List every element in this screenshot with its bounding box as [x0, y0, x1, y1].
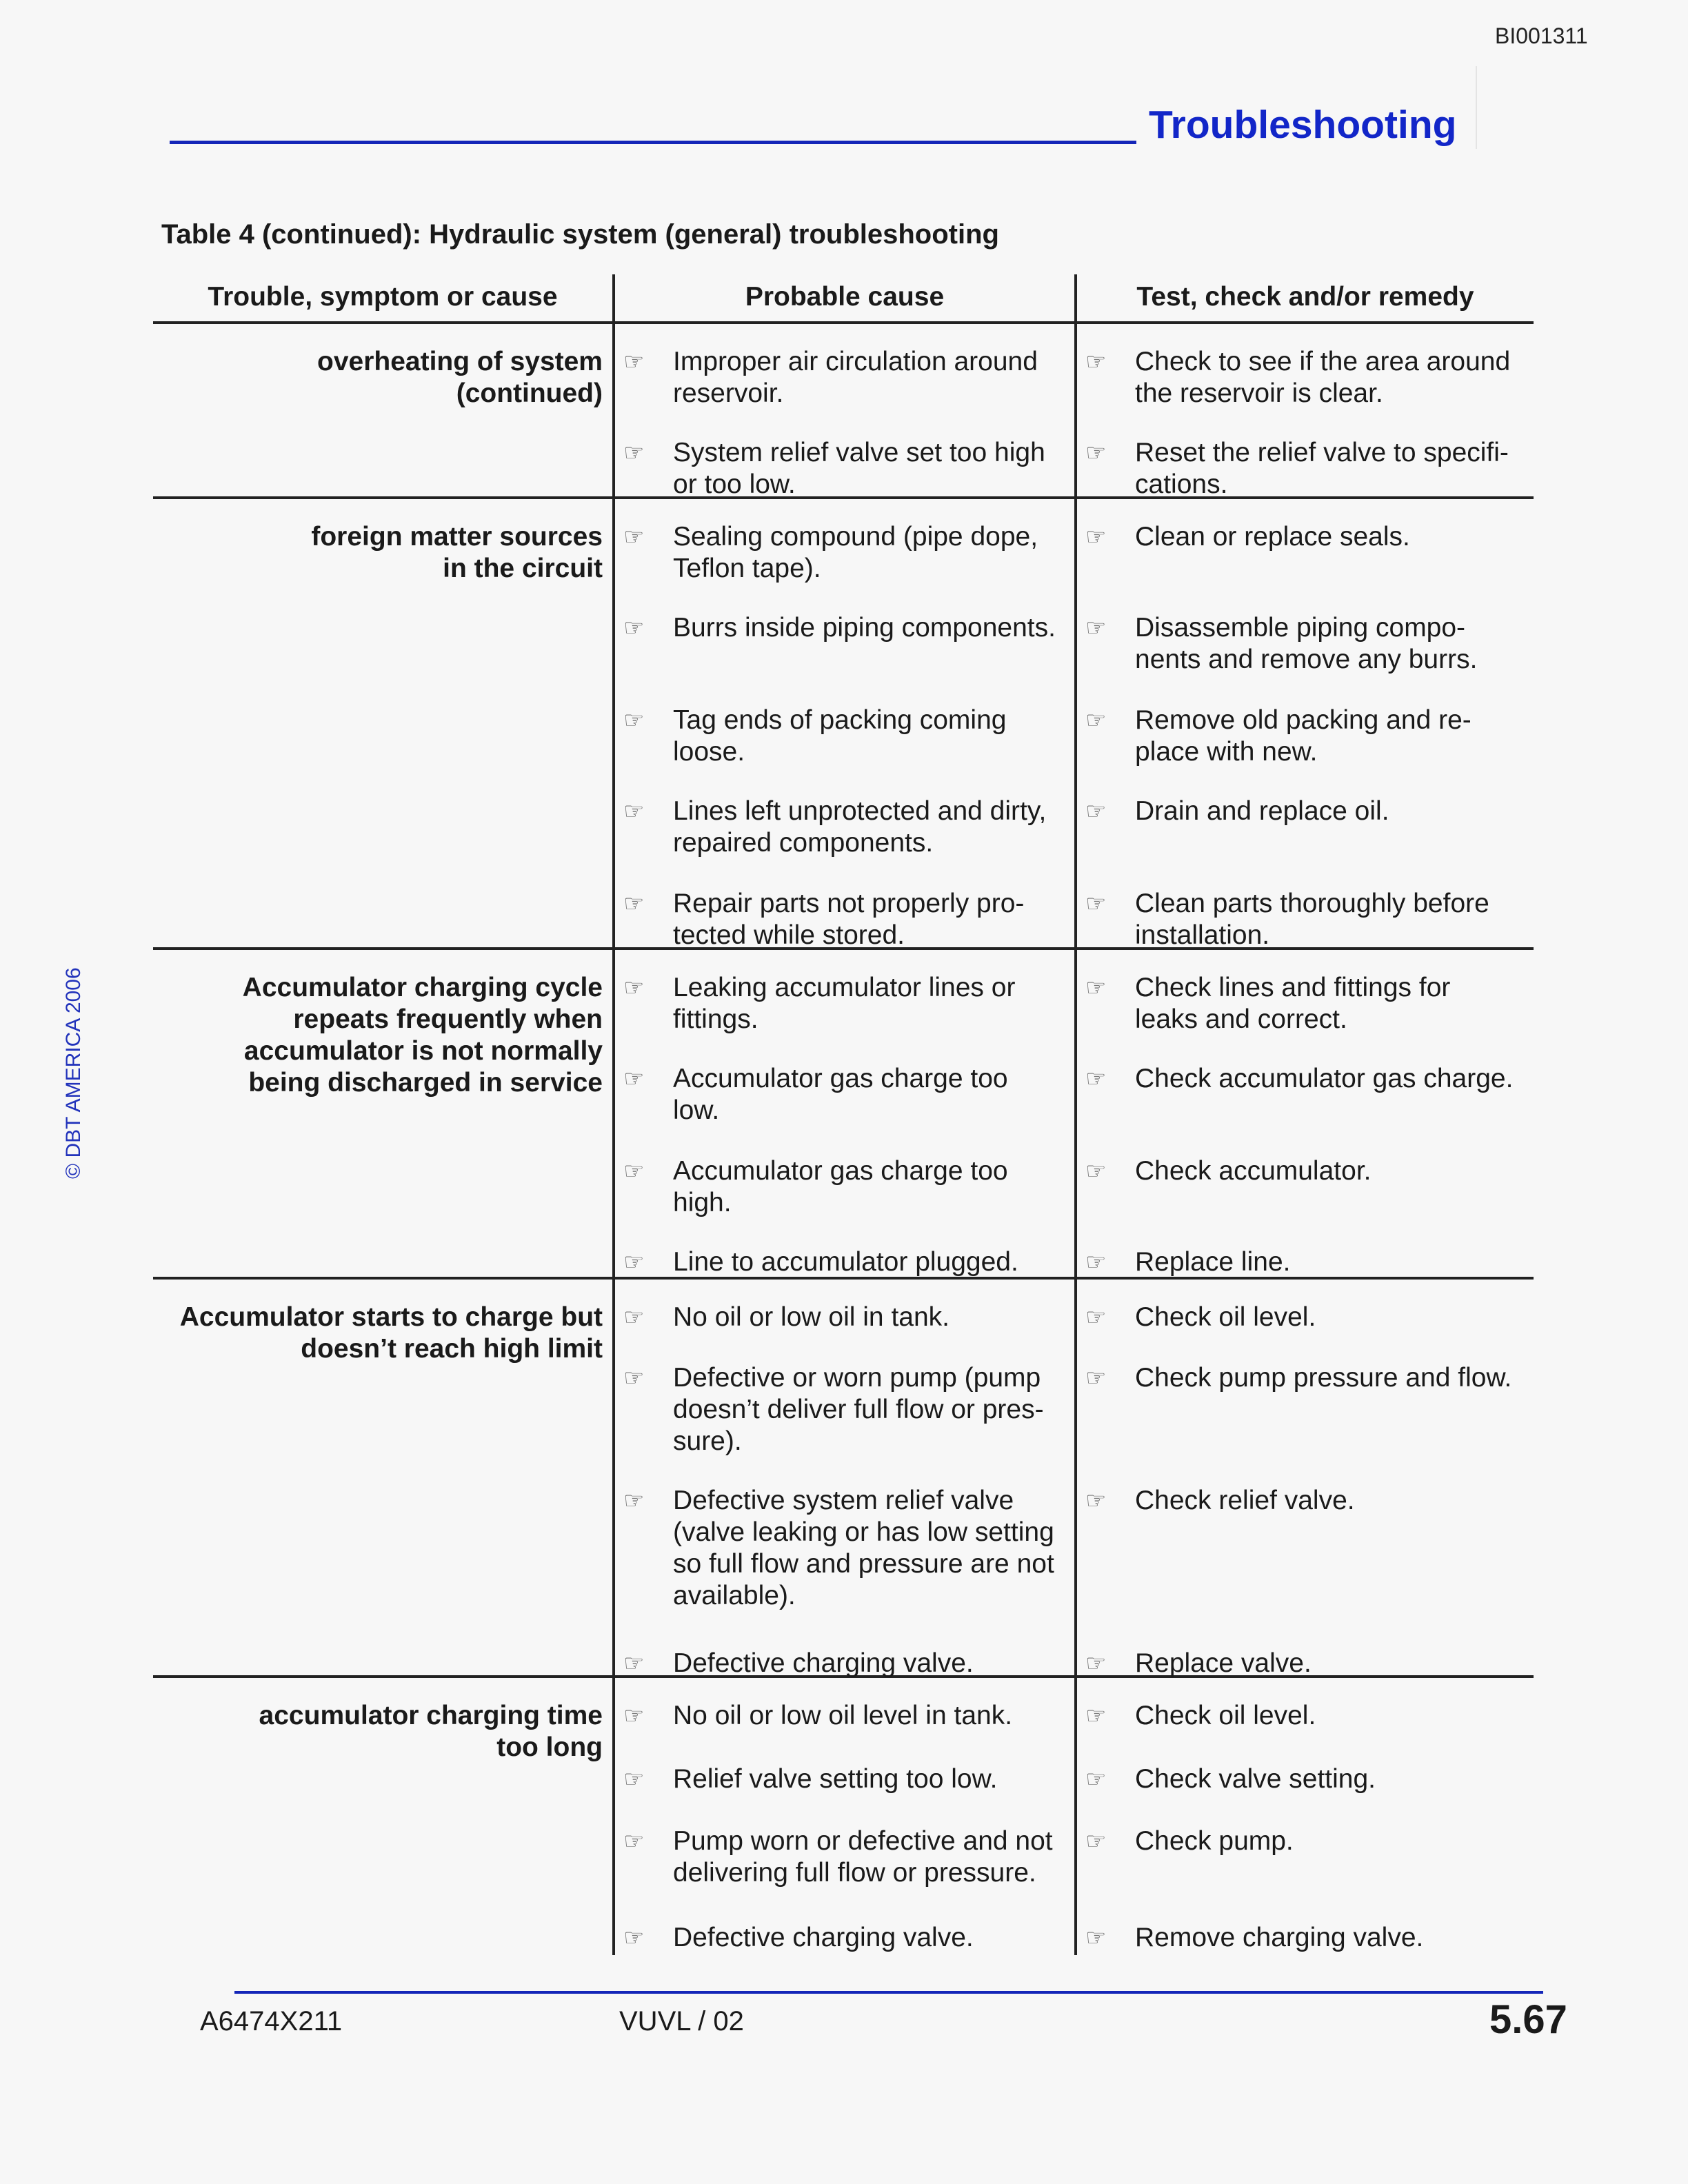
- table-row: [612, 1340, 1534, 1463]
- remedy-text: Check lines and fittings for leaks and correct.: [1135, 973, 1451, 1034]
- symptom-cell: foreign matter sources in the circuit: [311, 522, 603, 583]
- cause-text: Pump worn or defective and not delivering full flow or pressure.: [673, 1826, 1053, 1888]
- cause-text: Improper air circulation around reservoir.: [673, 347, 1038, 408]
- table-row: [612, 415, 1534, 499]
- probable-cause-cell: [612, 774, 1074, 866]
- cause-text: Sealing compound (pipe dope, Teflon tape).: [673, 522, 1038, 583]
- table-row: [612, 774, 1534, 866]
- table-row-group: [153, 1280, 1534, 1678]
- probable-cause-cell: [612, 1041, 1074, 1133]
- remedy-cell: [1074, 415, 1534, 499]
- document-id: BI001311: [1495, 23, 1588, 48]
- remedy-text: Replace valve.: [1135, 1648, 1312, 1678]
- cause-text: Leaking accumulator lines or fittings.: [673, 973, 1016, 1034]
- symptom-cell: accumulator charging time too long: [259, 1701, 603, 1762]
- cause-text: Defective system relief valve (valve leaking or has low setting so full flow and pressure are not available).: [673, 1486, 1054, 1610]
- remedy-cell: [1074, 1678, 1534, 1741]
- cause-text: Line to accumulator plugged.: [673, 1247, 1018, 1277]
- probable-cause-cell: [612, 324, 1074, 415]
- pointing-hand-icon: ☞: [1085, 440, 1107, 466]
- table-row: [612, 950, 1534, 1041]
- pointing-hand-icon: ☞: [1085, 798, 1107, 825]
- cause-text: Defective or worn pump (pump doesn’t deliver full flow or pres- sure).: [673, 1363, 1044, 1456]
- pointing-hand-icon: ☞: [1085, 1925, 1107, 1951]
- probable-cause-cell: [612, 1741, 1074, 1803]
- table-row-group: [153, 499, 1534, 950]
- cause-text: Lines left unprotected and dirty, repaired components.: [673, 796, 1047, 858]
- probable-cause-cell: [612, 1463, 1074, 1626]
- pointing-hand-icon: ☞: [1085, 349, 1107, 375]
- table-row: [612, 590, 1534, 682]
- cause-text: Defective charging valve.: [673, 1648, 974, 1678]
- table-row: [612, 324, 1534, 415]
- remedy-text: Clean parts thoroughly before installation.: [1135, 889, 1489, 950]
- cause-remedy-list: [612, 1678, 1534, 1955]
- cause-text: Repair parts not properly pro- tected while stored.: [673, 889, 1025, 950]
- pointing-hand-icon: ☞: [1085, 1488, 1107, 1514]
- pointing-hand-icon: ☞: [1085, 707, 1107, 734]
- cause-text: Accumulator gas charge too low.: [673, 1064, 1008, 1125]
- remedy-text: Remove charging valve.: [1135, 1923, 1424, 1952]
- remedy-cell: [1074, 1741, 1534, 1803]
- column-header-symptom: Trouble, symptom or cause: [208, 282, 558, 312]
- remedy-text: Remove old packing and re- place with new.: [1135, 705, 1471, 767]
- remedy-text: Check pump.: [1135, 1826, 1294, 1856]
- pointing-hand-icon: ☞: [1085, 1066, 1107, 1092]
- column-header-remedy: Test, check and/or remedy: [1074, 274, 1534, 321]
- remedy-text: Replace line.: [1135, 1247, 1291, 1277]
- cause-remedy-list: [612, 324, 1534, 499]
- remedy-cell: [1074, 1041, 1534, 1133]
- cause-text: Burrs inside piping components.: [673, 613, 1056, 643]
- remedy-cell: [1074, 324, 1534, 415]
- cause-remedy-list: [612, 499, 1534, 950]
- remedy-cell: [1074, 1133, 1534, 1224]
- cause-text: Relief valve setting too low.: [673, 1764, 998, 1794]
- remedy-cell: [1074, 590, 1534, 682]
- remedy-cell: [1074, 1803, 1534, 1900]
- column-header-cause: Probable cause: [612, 274, 1074, 321]
- probable-cause-cell: [612, 1678, 1074, 1741]
- probable-cause-cell: [612, 590, 1074, 682]
- pointing-hand-icon: ☞: [1085, 1365, 1107, 1391]
- table-header-row: [153, 274, 1534, 324]
- table-body: [153, 324, 1534, 1955]
- probable-cause-cell: [612, 1900, 1074, 1955]
- pointing-hand-icon: ☞: [623, 615, 645, 641]
- remedy-text: Drain and replace oil.: [1135, 796, 1389, 826]
- table-caption: Table 4 (continued): Hydraulic system (general) troubleshooting: [161, 219, 999, 250]
- remedy-cell: [1074, 774, 1534, 866]
- revision: VUVL / 02: [619, 2006, 744, 2036]
- probable-cause-cell: [612, 866, 1074, 950]
- pointing-hand-icon: ☞: [1085, 891, 1107, 917]
- remedy-text: Disassemble piping compo- nents and remove any burrs.: [1135, 613, 1478, 674]
- cause-text: System relief valve set too high or too low.: [673, 438, 1045, 499]
- cause-text: Tag ends of packing coming loose.: [673, 705, 1007, 767]
- copyright-notice: © DBT AMERICA 2006: [62, 967, 85, 1179]
- page-number: 5.67: [1489, 1997, 1567, 2042]
- table-row-group: [153, 324, 1534, 499]
- pointing-hand-icon: ☞: [623, 1365, 645, 1391]
- pointing-hand-icon: ☞: [623, 1703, 645, 1729]
- remedy-text: Check valve setting.: [1135, 1764, 1376, 1794]
- footer-rule: [234, 1991, 1543, 1994]
- remedy-text: Check accumulator.: [1135, 1156, 1372, 1186]
- table-row: [612, 1803, 1534, 1900]
- pointing-hand-icon: ☞: [1085, 1703, 1107, 1729]
- cause-text: Defective charging valve.: [673, 1923, 974, 1952]
- pointing-hand-icon: ☞: [1085, 615, 1107, 641]
- table-row: [612, 682, 1534, 774]
- pointing-hand-icon: ☞: [1085, 1304, 1107, 1331]
- remedy-cell: [1074, 1463, 1534, 1626]
- symptom-cell: overheating of system (continued): [317, 347, 603, 408]
- probable-cause-cell: [612, 1280, 1074, 1340]
- table-row: [612, 1463, 1534, 1626]
- pointing-hand-icon: ☞: [623, 1650, 645, 1677]
- table-row: [612, 1280, 1534, 1340]
- pointing-hand-icon: ☞: [623, 1304, 645, 1331]
- probable-cause-cell: [612, 950, 1074, 1041]
- remedy-text: Check oil level.: [1135, 1701, 1316, 1730]
- probable-cause-cell: [612, 415, 1074, 499]
- pointing-hand-icon: ☞: [623, 798, 645, 825]
- table-row: [612, 1900, 1534, 1955]
- pointing-hand-icon: ☞: [1085, 1249, 1107, 1275]
- pointing-hand-icon: ☞: [623, 707, 645, 734]
- table-row: [612, 1133, 1534, 1224]
- probable-cause-cell: [612, 682, 1074, 774]
- header-rule: [170, 141, 1136, 144]
- table-row: [612, 1041, 1534, 1133]
- remedy-text: Reset the relief valve to specifi- cations.: [1135, 438, 1509, 499]
- probable-cause-cell: [612, 1224, 1074, 1277]
- remedy-text: Check accumulator gas charge.: [1135, 1064, 1514, 1093]
- cause-text: No oil or low oil level in tank.: [673, 1701, 1013, 1730]
- cause-remedy-list: [612, 1280, 1534, 1678]
- pointing-hand-icon: ☞: [623, 349, 645, 375]
- troubleshooting-table: [153, 274, 1534, 1955]
- table-row: [612, 1678, 1534, 1741]
- remedy-text: Check relief valve.: [1135, 1486, 1355, 1515]
- pointing-hand-icon: ☞: [1085, 524, 1107, 550]
- remedy-text: Check pump pressure and flow.: [1135, 1363, 1512, 1393]
- section-title: Troubleshooting: [1149, 103, 1457, 147]
- remedy-cell: [1074, 682, 1534, 774]
- remedy-text: Check oil level.: [1135, 1302, 1316, 1332]
- pointing-hand-icon: ☞: [623, 440, 645, 466]
- cause-remedy-list: [612, 950, 1534, 1277]
- pointing-hand-icon: ☞: [1085, 1650, 1107, 1677]
- symptom-cell: Accumulator charging cycle repeats frequently when accumulator is not normally being discharged in service: [242, 973, 603, 1098]
- cause-text: Accumulator gas charge too high.: [673, 1156, 1008, 1217]
- pointing-hand-icon: ☞: [623, 1488, 645, 1514]
- table-row: [612, 866, 1534, 950]
- pointing-hand-icon: ☞: [623, 1066, 645, 1092]
- table-row-group: [153, 1678, 1534, 1955]
- remedy-cell: [1074, 1280, 1534, 1340]
- probable-cause-cell: [612, 1133, 1074, 1224]
- pointing-hand-icon: ☞: [623, 1828, 645, 1854]
- probable-cause-cell: [612, 1803, 1074, 1900]
- probable-cause-cell: [612, 1626, 1074, 1678]
- remedy-text: Check to see if the area around the reservoir is clear.: [1135, 347, 1511, 408]
- margin-mark: [1476, 66, 1477, 149]
- remedy-cell: [1074, 1224, 1534, 1277]
- pointing-hand-icon: ☞: [1085, 1158, 1107, 1184]
- part-number: A6474X211: [200, 2006, 343, 2036]
- remedy-text: Clean or replace seals.: [1135, 522, 1410, 552]
- remedy-cell: [1074, 1340, 1534, 1463]
- pointing-hand-icon: ☞: [1085, 975, 1107, 1001]
- pointing-hand-icon: ☞: [623, 1158, 645, 1184]
- table-row: [612, 1741, 1534, 1803]
- remedy-cell: [1074, 950, 1534, 1041]
- pointing-hand-icon: ☞: [623, 1925, 645, 1951]
- pointing-hand-icon: ☞: [623, 524, 645, 550]
- table-row-group: [153, 950, 1534, 1280]
- pointing-hand-icon: ☞: [1085, 1766, 1107, 1792]
- cause-text: No oil or low oil in tank.: [673, 1302, 950, 1332]
- remedy-cell: [1074, 866, 1534, 950]
- pointing-hand-icon: ☞: [623, 1249, 645, 1275]
- table-row: [612, 1626, 1534, 1678]
- pointing-hand-icon: ☞: [623, 975, 645, 1001]
- pointing-hand-icon: ☞: [623, 891, 645, 917]
- remedy-cell: [1074, 1900, 1534, 1955]
- table-row: [612, 499, 1534, 590]
- table-row: [612, 1224, 1534, 1277]
- pointing-hand-icon: ☞: [623, 1766, 645, 1792]
- remedy-cell: [1074, 499, 1534, 590]
- pointing-hand-icon: ☞: [1085, 1828, 1107, 1854]
- probable-cause-cell: [612, 1340, 1074, 1463]
- symptom-cell: Accumulator starts to charge but doesn’t reach high limit: [179, 1302, 603, 1364]
- probable-cause-cell: [612, 499, 1074, 590]
- remedy-cell: [1074, 1626, 1534, 1678]
